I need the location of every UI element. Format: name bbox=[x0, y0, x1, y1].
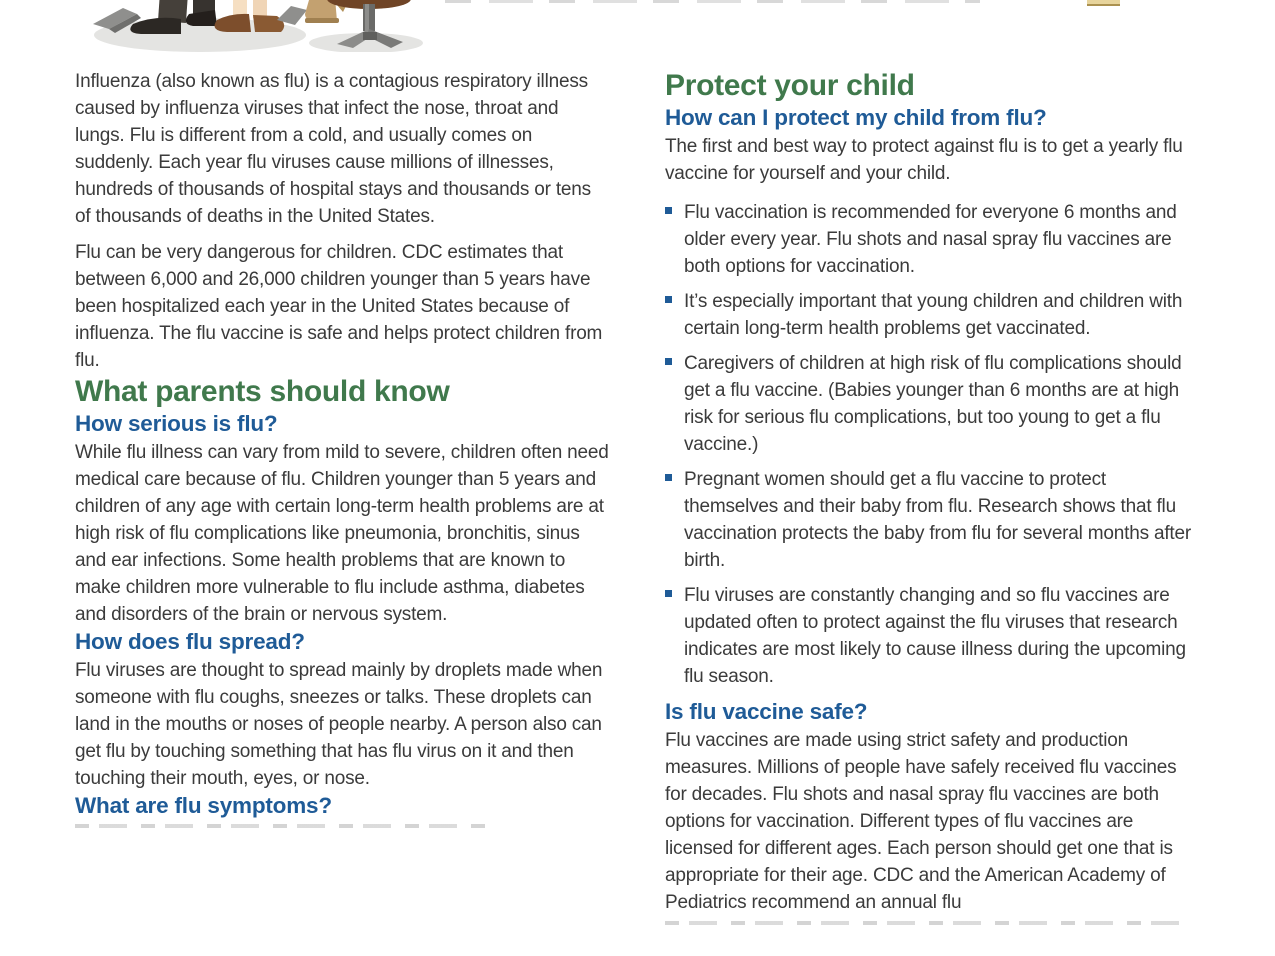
left-column bbox=[75, 68, 609, 828]
bullet-square-icon bbox=[665, 207, 672, 214]
paragraph-how-serious-is-flu: While flu illness can vary from mild to severe, children often need medical care because of flu. Children younger than 5 years and children of any age with certain long-term health problems are at high risk of flu complications like pneumonia, bronchitis, sinus and ear infections. Some health problems that are known to make children more vulnerable to flu include asthma, diabetes and disorders of the brain or nervous system. bbox=[75, 442, 609, 625]
bullet-text: Pregnant women should get a flu vaccine to protect themselves and their baby from flu. Research shows that flu vaccination protects the baby from flu for several months after birth. bbox=[684, 469, 1191, 571]
bullet-square-icon bbox=[665, 590, 672, 597]
bullet-text: Flu vaccination is recommended for everyone 6 months and older every year. Flu shots and nasal spray flu vaccines are both options for vaccination. bbox=[684, 202, 1177, 277]
bullet-text: It’s especially important that young children and children with certain long-term health problems get vaccinated. bbox=[684, 291, 1183, 339]
subheading-is-flu-vaccine-safe: Is flu vaccine safe? bbox=[665, 699, 868, 724]
bullet-text: Flu viruses are constantly changing and so flu vaccines are updated often to protect against the flu viruses that research indicates are most likely to cause illness during the upcoming flu season. bbox=[684, 585, 1186, 687]
paragraph-how-can-i-protect: The first and best way to protect against flu is to get a yearly flu vaccine for yourself and your child. bbox=[665, 136, 1183, 184]
subheading-how-serious-is-flu: How serious is flu? bbox=[75, 411, 278, 436]
right-column bbox=[665, 68, 1202, 925]
intro-paragraph-1: Influenza (also known as flu) is a contagious respiratory illness caused by influenza viruses that infect the nose, throat and lungs. Flu is different from a cold, and usually comes on suddenly. Each year flu viruses cause millions of illnesses, hundreds of thousands of hospital stays and thousands or tens of thousands of deaths in the United States. bbox=[75, 71, 591, 227]
legs-brown-shoes-icon bbox=[215, 0, 285, 32]
section-title-what-parents-should-know: What parents should know bbox=[75, 375, 450, 408]
list-item bbox=[665, 350, 1202, 458]
subheading-how-can-i-protect-my-child: How can I protect my child from flu? bbox=[665, 105, 1047, 130]
cutoff-paragraph-sliver-right bbox=[665, 921, 1185, 925]
bullet-square-icon bbox=[665, 296, 672, 303]
cutoff-logo-sliver bbox=[1087, 0, 1120, 6]
list-item bbox=[665, 288, 1202, 342]
bullet-square-icon bbox=[665, 474, 672, 481]
paragraph-is-flu-vaccine-safe: Flu vaccines are made using strict safety and production measures. Millions of people have safely received flu vaccines for decades. Flu shots and nasal spray flu vaccines are both options for vaccination. Different types of flu vaccines are licensed for different ages. Each person should get one that is appropriate for their age. CDC and the American Academy of Pediatrics recommend an annual flu bbox=[665, 730, 1177, 913]
subheading-how-does-flu-spread: How does flu spread? bbox=[75, 629, 305, 654]
subheading-what-are-flu-symptoms: What are flu symptoms? bbox=[75, 793, 332, 818]
paragraph-how-does-flu-spread: Flu viruses are thought to spread mainly by droplets made when someone with flu coughs, sneezes or talks. These droplets can land in the mouths or noses of people nearby. A person also can get flu by touching something that has flu virus on it and then touching their mouth, eyes, or nose. bbox=[75, 660, 603, 789]
list-item bbox=[665, 199, 1202, 280]
waiting-room-legs-illustration bbox=[85, 0, 445, 52]
section-title-protect-your-child: Protect your child bbox=[665, 69, 915, 102]
bullet-text: Caregivers of children at high risk of flu complications should get a flu vaccine. (Babies younger than 6 months are at high risk for serious flu complications, but too young to get a flu vaccine.) bbox=[684, 353, 1182, 455]
cutoff-header-text-remnant bbox=[445, 0, 980, 3]
bullet-square-icon bbox=[665, 358, 672, 365]
intro-paragraph-2: Flu can be very dangerous for children. CDC estimates that between 6,000 and 26,000 children younger than 5 years have been hospitalized each year in the United States because of influenza. The flu vaccine is safe and helps protect children from flu. bbox=[75, 242, 603, 371]
list-item bbox=[665, 582, 1202, 690]
protection-bullet-list bbox=[665, 199, 1202, 690]
cutoff-paragraph-sliver-left bbox=[75, 824, 495, 828]
list-item bbox=[665, 466, 1202, 574]
